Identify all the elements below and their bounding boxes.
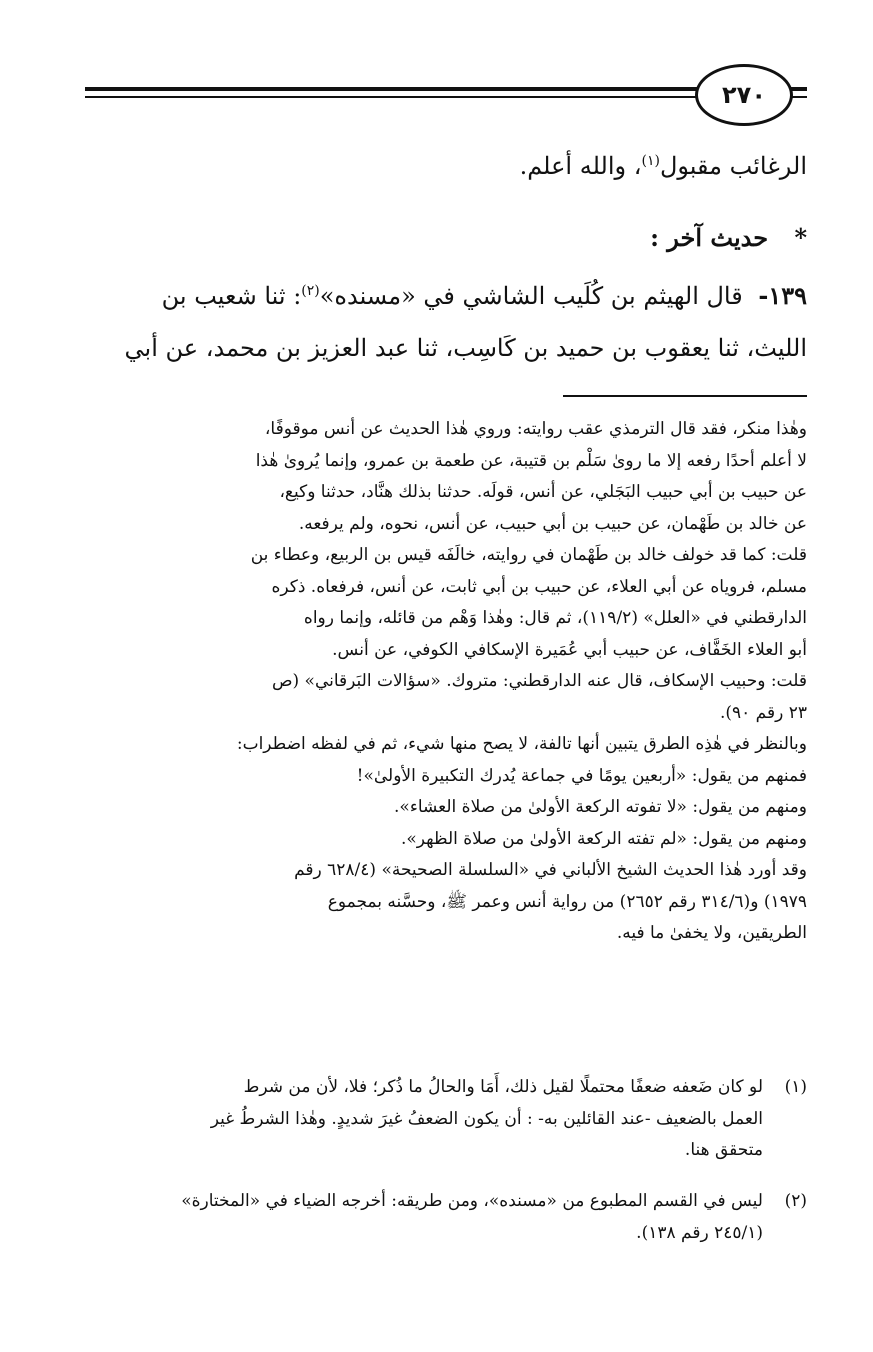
page-header <box>85 62 807 124</box>
main-text: : ثنا شعيب بن <box>161 282 302 310</box>
footnote-line: (٢٤٥/١ رقم ١٣٨). <box>636 1222 763 1243</box>
hadith-number: ١٣٩- <box>758 281 807 310</box>
main-line-4: الليث، ثنا يعقوب بن حميد بن كَاسِب، ثنا عبد العزيز بن محمد، عن أبي <box>124 334 807 362</box>
footnote-line: ليس في القسم المطبوع من «مسنده»، ومن طريقه: أخرجه الضياء في «المختارة» <box>181 1191 763 1211</box>
footnote-marker: (١) <box>784 1077 807 1097</box>
footnote-line: لو كان ضَعفه ضعفًا محتملًا لقيل ذلك، أَمَا والحالُ ما ذُكر؛ فلا، لأن من شرط <box>243 1077 763 1097</box>
footnote-line: وبالنظر في هٰذِه الطرق يتبين أنها تالفة، لا يصح منها شيء، ثم في لفظه اضطراب: <box>236 734 807 754</box>
footnote-line: ومنهم من يقول: «لا تفوته الركعة الأولیٰ من صلاة العشاء». <box>394 797 807 817</box>
star-icon: * <box>794 223 807 252</box>
main-text: قال الهيثم بن كُلَيب الشاشي في «مسنده» <box>319 282 743 310</box>
page-number: ٢٧٠ <box>722 81 766 109</box>
main-text: الرغائب مقبول <box>659 152 807 180</box>
footnote-line: الطريقين، ولا يخفیٰ ما فيه. <box>616 923 807 943</box>
footnote-line: الدارقطني في «العلل» (١١٩/٢)، ثم قال: وهٰذا وَهْم من قائله، وإنما رواه <box>303 608 807 628</box>
footnote-line: عن حبيب بن أبي حبيب البَجَلي، عن أنس، قولَه. حدثنا بذلك هنَّاد، حدثنا وكيع، <box>279 482 807 502</box>
main-line-1 <box>62 140 807 192</box>
footnote-line: ومنهم من يقول: «لم تفته الركعة الأولیٰ من صلاة الظهر». <box>400 828 807 849</box>
footnote-ref-1: (١) <box>641 153 660 169</box>
main-line-3 <box>62 270 807 322</box>
footnote-ref-2: (٢) <box>301 283 320 299</box>
main-text: ، والله أعلم. <box>519 152 642 180</box>
footnote-line: قلت: كما قد خولف خالد بن طَهْمان في روايته، خالَفَه قيس بن الربيع، وعطاء بن <box>250 545 807 565</box>
footnote-line: أبو العلاء الخَفَّاف، عن حبيب أبي عُمَيرة الإسكافي الكوفي، عن أنس. <box>332 639 807 660</box>
footnote-line: مسلم، فروياه عن أبي العلاء، عن حبيب بن أبي ثابت، عن أنس، فرفعاه. ذكره <box>271 576 807 597</box>
footnote-line: العمل بالضعيف -عند القائلين به- : أن يكون الضعفُ غيرَ شديدٍ. وهٰذا الشرطُ غير <box>210 1108 763 1129</box>
footnote-line: قلت: وحبيب الإسكاف، قال عنه الدارقطني: متروك. «سؤالات البَرقاني» (ص <box>271 671 807 691</box>
section-heading <box>62 212 807 264</box>
footnote-1 <box>62 1072 807 1167</box>
heading-text: حديث آخر : <box>650 223 769 252</box>
footnote-line: لا أعلم أحدًا رفعه إلا ما رویٰ سَلْم بن قتيبة، عن طعمة بن عمرو، وإنما يُرویٰ هٰذا <box>255 450 807 471</box>
footnote-line: ٢٣ رقم ٩٠). <box>719 702 807 723</box>
footnote-line: عن خالد بن طَهْمان، عن حبيب بن أبي حبيب، عن أنس، نحوه، ولم يرفعه. <box>298 513 807 534</box>
footnote-line: متحقق هنا. <box>684 1140 763 1160</box>
page-number-badge <box>695 64 793 126</box>
footnote-marker: (٢) <box>784 1191 807 1211</box>
footnote-2 <box>62 1186 807 1249</box>
footnote-continuation <box>62 414 807 950</box>
footnote-line: وقد أورد هٰذا الحديث الشيخ الألباني في «السلسلة الصحيحة» (٦٢٨/٤ رقم <box>294 860 807 880</box>
footnote-line: ١٩٧٩) و(٣١٤/٦ رقم ٢٦٥٢) من رواية أنس وعمر ﷺ، وحسَّنه بمجموع <box>327 891 807 912</box>
footnote-line: وهٰذا منكر، فقد قال الترمذي عقب روايته: وروي هٰذا الحديث عن أنس موقوفًا، <box>264 419 807 439</box>
footnote-line: فمنهم من يقول: «أربعين يومًا في جماعة يُدرك التكبيرة الأولیٰ»! <box>356 765 807 786</box>
footnote-separator <box>563 395 807 397</box>
